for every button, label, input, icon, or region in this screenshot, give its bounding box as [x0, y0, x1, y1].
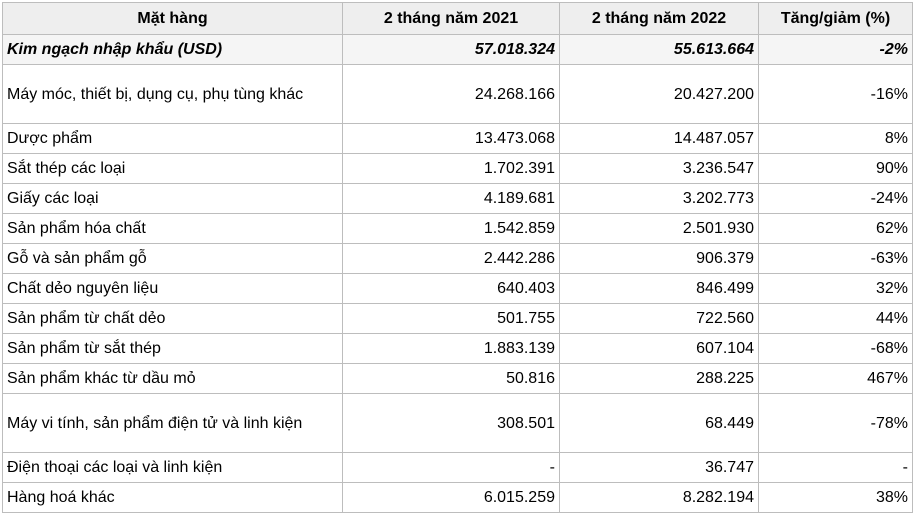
table-row [3, 394, 913, 453]
row-name: Sản phẩm từ sắt thép [3, 334, 343, 364]
table-row [3, 334, 913, 364]
header-2021: 2 tháng năm 2021 [343, 3, 560, 35]
header-row [3, 3, 913, 35]
row-2022: 36.747 [560, 453, 759, 483]
row-name: Hàng hoá khác [3, 483, 343, 513]
row-change: -68% [759, 334, 913, 364]
row-2022: 3.202.773 [560, 184, 759, 214]
summary-name: Kim ngạch nhập khẩu (USD) [3, 35, 343, 65]
row-2021: 4.189.681 [343, 184, 560, 214]
row-name: Gỗ và sản phẩm gỗ [3, 244, 343, 274]
summary-2022: 55.613.664 [560, 35, 759, 65]
row-2021: 308.501 [343, 394, 560, 453]
row-2022: 14.487.057 [560, 124, 759, 154]
row-2021: 640.403 [343, 274, 560, 304]
header-change: Tăng/giảm (%) [759, 3, 913, 35]
header-item: Mặt hàng [3, 3, 343, 35]
row-2022: 8.282.194 [560, 483, 759, 513]
row-change: -78% [759, 394, 913, 453]
row-2022: 2.501.930 [560, 214, 759, 244]
summary-2021: 57.018.324 [343, 35, 560, 65]
row-change: 62% [759, 214, 913, 244]
row-name: Sắt thép các loại [3, 154, 343, 184]
row-change: 32% [759, 274, 913, 304]
row-change: -24% [759, 184, 913, 214]
row-2021: 501.755 [343, 304, 560, 334]
row-change: 8% [759, 124, 913, 154]
row-2022: 68.449 [560, 394, 759, 453]
table-row [3, 304, 913, 334]
row-name: Máy móc, thiết bị, dụng cụ, phụ tùng khác [3, 65, 343, 124]
table-row [3, 124, 913, 154]
row-2021: 24.268.166 [343, 65, 560, 124]
table-row [3, 453, 913, 483]
row-2021: 2.442.286 [343, 244, 560, 274]
row-change: 44% [759, 304, 913, 334]
row-name: Sản phẩm hóa chất [3, 214, 343, 244]
row-change: -63% [759, 244, 913, 274]
table-row [3, 214, 913, 244]
row-name: Sản phẩm từ chất dẻo [3, 304, 343, 334]
summary-change: -2% [759, 35, 913, 65]
table-row [3, 364, 913, 394]
row-2022: 20.427.200 [560, 65, 759, 124]
summary-row [3, 35, 913, 65]
row-change: -16% [759, 65, 913, 124]
row-2022: 906.379 [560, 244, 759, 274]
row-2021: 13.473.068 [343, 124, 560, 154]
table-row [3, 154, 913, 184]
row-2022: 846.499 [560, 274, 759, 304]
row-2022: 288.225 [560, 364, 759, 394]
row-change: 90% [759, 154, 913, 184]
row-name: Máy vi tính, sản phẩm điện tử và linh kiện [3, 394, 343, 453]
row-2021: 1.883.139 [343, 334, 560, 364]
row-2021: 6.015.259 [343, 483, 560, 513]
row-2021: - [343, 453, 560, 483]
row-change: 467% [759, 364, 913, 394]
import-table [2, 2, 913, 513]
row-name: Điện thoại các loại và linh kiện [3, 453, 343, 483]
row-name: Giấy các loại [3, 184, 343, 214]
row-2022: 607.104 [560, 334, 759, 364]
row-2021: 50.816 [343, 364, 560, 394]
table-row [3, 244, 913, 274]
row-name: Dược phẩm [3, 124, 343, 154]
row-2021: 1.702.391 [343, 154, 560, 184]
header-2022: 2 tháng năm 2022 [560, 3, 759, 35]
row-change: - [759, 453, 913, 483]
table-row [3, 483, 913, 513]
row-name: Sản phẩm khác từ dầu mỏ [3, 364, 343, 394]
row-2021: 1.542.859 [343, 214, 560, 244]
row-2022: 722.560 [560, 304, 759, 334]
table-row [3, 184, 913, 214]
table-row [3, 65, 913, 124]
table-row [3, 274, 913, 304]
row-change: 38% [759, 483, 913, 513]
row-name: Chất dẻo nguyên liệu [3, 274, 343, 304]
row-2022: 3.236.547 [560, 154, 759, 184]
